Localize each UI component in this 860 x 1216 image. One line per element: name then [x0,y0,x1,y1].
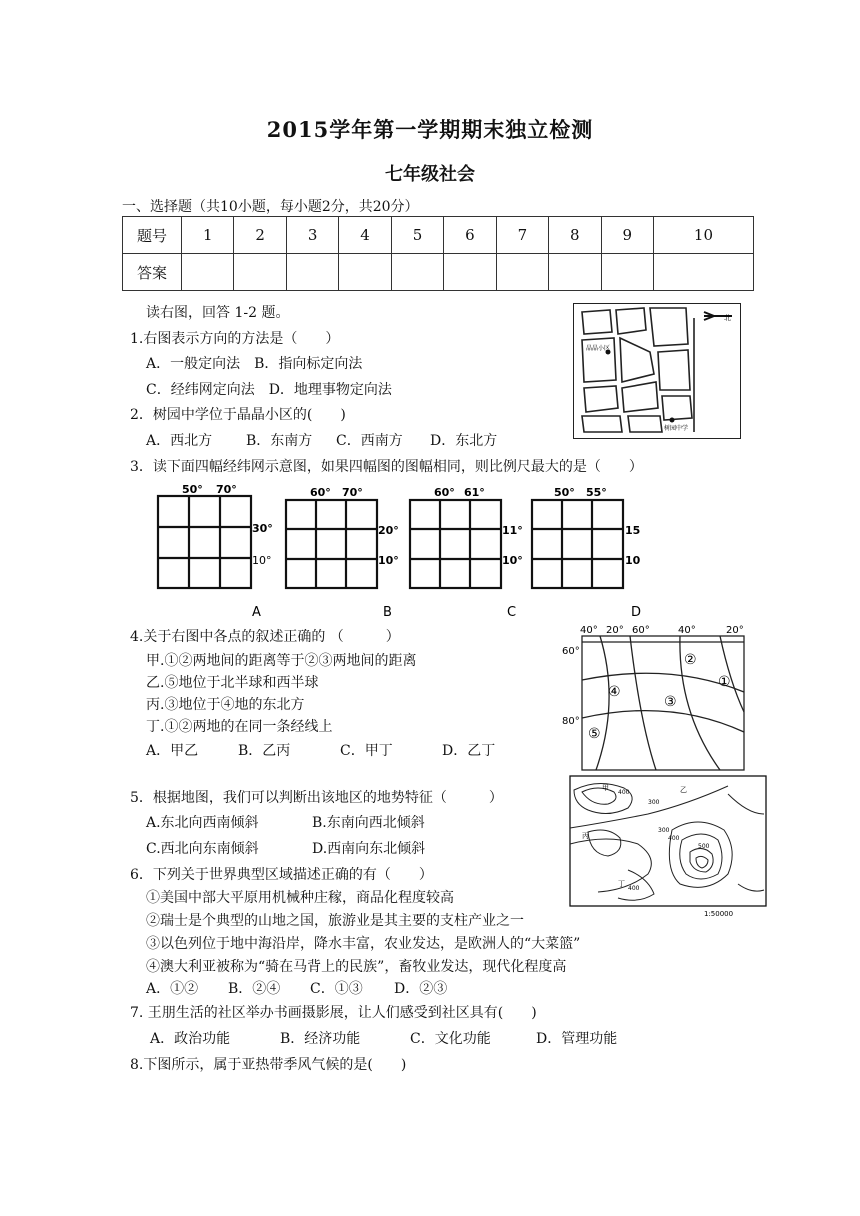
q5-option-c: C.西北向东南倾斜 [146,841,259,857]
contour-label: 400 [628,885,640,892]
answer-cell[interactable] [286,254,338,291]
q2-option-b: B．东南方 [246,433,313,449]
q4-item-bing: 丙.③地位于④地的东北方 [146,697,305,713]
number-cell: 1 [182,217,234,254]
left-label-2: 80° [562,716,580,727]
grid-b-right2: 10° [378,554,399,567]
point-3: ③ [664,694,677,710]
q5-option-d: D.西南向东北倾斜 [312,841,426,857]
grid-c-right1: 11° [502,524,523,537]
grid-b-top2: 70° [342,486,363,499]
polar-grid-figure [560,622,750,772]
q4-item-ding: 丁.①②两地的在同一条经线上 [146,719,333,735]
answer-table [122,216,754,291]
answer-cell[interactable] [601,254,653,291]
answer-cell[interactable] [182,254,234,291]
q7-option-d: D．管理功能 [536,1031,618,1047]
section-heading: 一、选择题（共10小题，每小题2分，共20分） [122,199,419,215]
number-cell: 2 [234,217,286,254]
grid-d-letter: D [631,605,642,620]
q6-stem: 6．下列关于世界典型区域描述正确的有（ ） [130,867,433,883]
q4-stem: 4.关于右图中各点的叙述正确的 （ ） [130,629,400,645]
contour-label: 500 [698,843,710,850]
grid-a-right2: 10° [252,554,272,567]
q4-option-c: C．甲丁 [340,743,393,759]
grid-c-top1: 60° [434,486,455,499]
q7-option-c: C．文化功能 [410,1031,491,1047]
q6-option-b: B．②④ [228,981,281,997]
point-1: ① [718,674,731,690]
contour-map-figure [568,774,768,918]
q4-item-yi: 乙.⑤地位于北半球和西半球 [146,675,319,691]
contour-label: 400 [618,789,630,796]
q6-option-a: A．①② [146,981,199,997]
map-label-school: 树园中学 [664,425,689,432]
q5-stem: 5．根据地图，我们可以判断出该地区的地势特征（ ） [130,790,503,806]
number-cell: 4 [339,217,391,254]
grid-d-right2: 10 [625,554,641,567]
number-cell: 5 [391,217,443,254]
number-cell: 10 [653,217,753,254]
grid-d [532,486,641,620]
grid-d-top2: 55° [586,486,607,499]
answer-cell[interactable] [234,254,286,291]
point-2: ② [684,652,697,668]
grid-c-right2: 10° [502,554,523,567]
q4-option-d: D．乙丁 [442,743,496,759]
q7-stem: 7. 王朋生活的社区举办书画摄影展，让人们感受到社区具有( ) [130,1005,537,1021]
grid-c-top2: 61° [464,486,485,499]
q4-item-jia: 甲.①②两地间的距离等于②③两地间的距离 [146,653,417,669]
street-map-drawing [574,304,740,438]
school-marker [670,418,675,423]
label-jia: 甲 [602,784,609,792]
q1-stem: 1.右图表示方向的方法是（ ） [130,331,340,347]
row-header-number: 题号 [123,217,182,254]
grid-b-top1: 60° [310,486,331,499]
grid-b-letter: B [383,605,392,620]
point-5: ⑤ [588,726,601,742]
q3-stem: 3．读下面四幅经纬网示意图，如果四幅图的图幅相同，则比例尺最大的是（ ） [130,459,643,475]
grid-b-right1: 20° [378,524,399,537]
map-label-xiaoqu: 晶晶小区 [586,345,611,352]
contour-label: 300 [658,827,670,834]
q4-option-a: A．甲乙 [146,743,199,759]
q5-option-b: B.东南向西北倾斜 [312,815,425,831]
row-header-answer: 答案 [123,254,182,291]
q2-option-d: D．东北方 [430,433,498,449]
contour-label: 300 [648,799,660,806]
q6-item-4: ④澳大利亚被称为“骑在马背上的民族”，畜牧业发达，现代化程度高 [146,959,567,975]
street-map-figure [573,303,741,439]
q2-option-c: C．西南方 [336,433,403,449]
page-subtitle: 七年级社会 [385,164,475,185]
grid-b [286,486,399,620]
q6-option-c: C．①③ [310,981,363,997]
grid-a-letter: A [252,605,261,620]
top-label-2: 20° [606,625,624,636]
label-ding: 丁 [618,880,625,888]
q6-item-3: ③以色列位于地中海沿岸，降水丰富，农业发达，是欧洲人的“大菜篮” [146,936,581,952]
number-cell: 8 [549,217,601,254]
grid-a-top1: 50° [182,483,203,496]
top-label-3: 60° [632,625,650,636]
grid-c [410,486,523,620]
q8-stem: 8.下图所示，属于亚热带季风气候的是( ) [130,1057,407,1073]
label-bing: 丙 [582,832,589,840]
answer-cell[interactable] [339,254,391,291]
scale-label: 1:50000 [704,910,734,918]
q5-option-a: A.东北向西南倾斜 [146,815,259,831]
left-label-1: 60° [562,646,580,657]
grid-a-top2: 70° [216,483,237,496]
answer-cell[interactable] [496,254,548,291]
label-yi: 乙 [680,786,687,794]
top-label-5: 20° [726,625,744,636]
number-cell: 9 [601,217,653,254]
map-north-label: 北 [724,314,731,322]
page-title: 2015学年第一学期期末独立检测 [266,117,594,142]
top-label-4: 40° [678,625,696,636]
q7-option-a: A．政治功能 [150,1031,231,1047]
latlong-grid-figures [150,482,650,622]
grid-d-right1: 15 [625,524,641,537]
number-cell: 7 [496,217,548,254]
grid-a-right1: 30° [252,522,273,535]
grid-c-letter: C [507,605,517,620]
q7-option-b: B．经济功能 [280,1031,361,1047]
question-intro: 读右图，回答 1-2 题。 [146,305,290,321]
grid-d-top1: 50° [554,486,575,499]
q4-option-b: B．乙丙 [238,743,291,759]
q2-option-a: A．西北方 [146,433,213,449]
q6-option-d: D．②③ [394,981,448,997]
grid-a [158,483,273,620]
number-cell: 6 [444,217,496,254]
answer-cell[interactable] [444,254,496,291]
answer-cell[interactable] [549,254,601,291]
top-label-1: 40° [580,625,598,636]
contour-label: 400 [668,835,680,842]
answer-cell[interactable] [391,254,443,291]
number-cell: 3 [286,217,338,254]
q6-item-1: ①美国中部大平原用机械种庄稼，商品化程度较高 [146,890,454,906]
point-4: ④ [608,684,621,700]
q6-item-2: ②瑞士是个典型的山地之国，旅游业是其主要的支柱产业之一 [146,913,524,929]
q1-options-line1: A．一般定向法 B．指向标定向法 [146,356,363,372]
q2-stem: 2．树园中学位于晶晶小区的( ) [130,407,346,423]
q1-options-line2: C．经纬网定向法 D．地理事物定向法 [146,382,392,398]
answer-cell[interactable] [653,254,753,291]
